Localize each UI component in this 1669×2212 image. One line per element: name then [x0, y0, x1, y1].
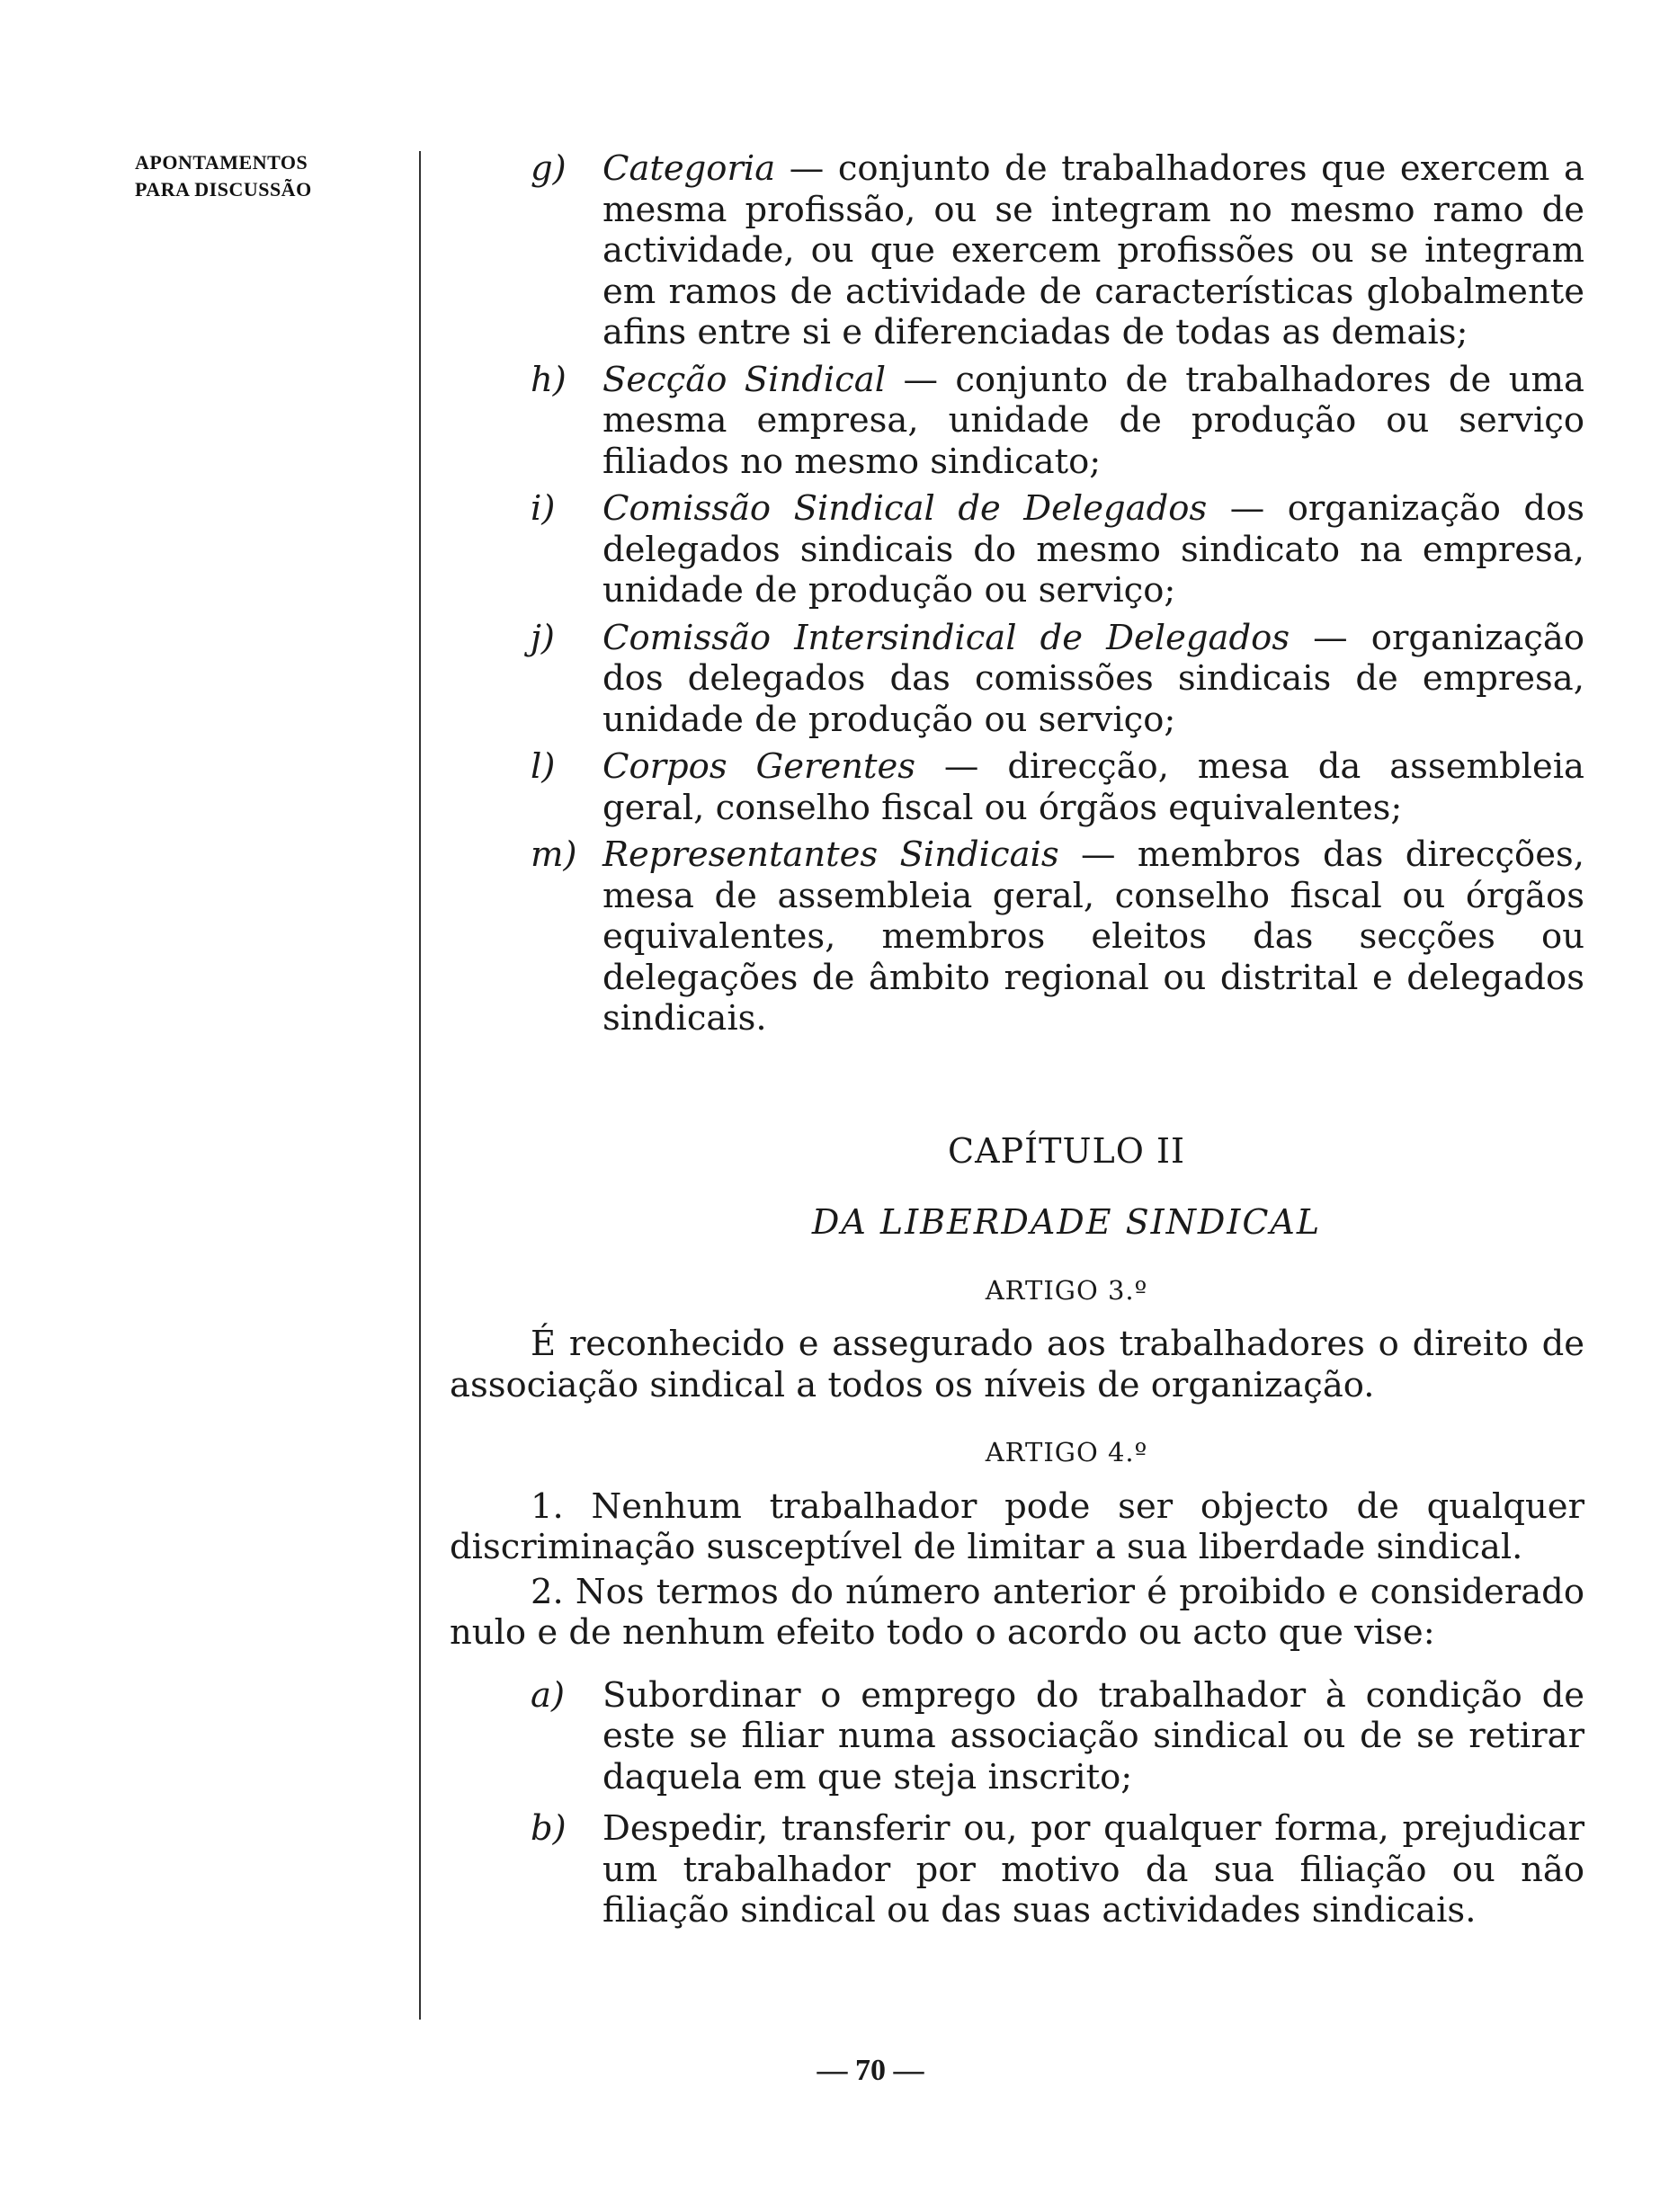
margin-note-line-1: APONTAMENTOS — [135, 151, 308, 174]
chapter-title: CAPÍTULO II — [948, 1130, 1185, 1171]
item-letter: i) — [531, 488, 556, 529]
definition-item-h — [450, 360, 1584, 483]
item-letter: j) — [531, 617, 555, 658]
margin-rule — [419, 151, 421, 2020]
item-letter: h) — [531, 359, 567, 400]
definition-term: Comissão Intersindical de Delegados — [602, 617, 1290, 658]
item-letter: a) — [531, 1674, 565, 1716]
definition-text: — organização dos delegados das comissões sindicais de empresa, unidade de produção ou serviço; — [602, 617, 1584, 740]
article-4-paragraph-2: 2. Nos termos do número anterior é proibido e considerado nulo e de nenhum efeito todo o acordo ou acto que vise: — [450, 1571, 1584, 1653]
article-3-heading: ARTIGO 3.º — [985, 1274, 1148, 1306]
item-letter: l) — [531, 746, 556, 787]
article-4-item-b — [450, 1808, 1584, 1931]
definition-term: Comissão Sindical de Delegados — [602, 488, 1208, 529]
definition-text: — direcção, mesa da assembleia geral, conselho fiscal ou órgãos equivalentes; — [602, 746, 1584, 828]
definition-item-l — [450, 746, 1584, 828]
definition-text: — conjunto de trabalhadores de uma mesma empresa, unidade de produção ou serviço filiados no mesmo sindicato; — [602, 359, 1584, 482]
definition-text: — conjunto de trabalhadores que exercem a mesma profissão, ou se integram no mesmo ramo de actividade, ou que exercem profissões ou se integram em ramos de actividade de características globalmente afins entre si e diferenciadas de todas as demais; — [602, 148, 1584, 352]
definition-item-i — [450, 488, 1584, 611]
item-letter: b) — [531, 1808, 567, 1849]
chapter-subtitle: DA LIBERDADE SINDICAL — [811, 1202, 1322, 1242]
definition-text: — organização dos delegados sindicais do mesmo sindicato na empresa, unidade de produção ou serviço; — [602, 488, 1584, 611]
page-number: — 70 — — [817, 2054, 924, 2087]
item-letter: g) — [531, 148, 567, 189]
item-text: Subordinar o emprego do trabalhador à condição de este se filiar numa associação sindical ou de se retirar daquela em que steja inscrito; — [602, 1674, 1584, 1797]
definition-term: Representantes Sindicais — [602, 834, 1059, 875]
definition-item-g — [450, 148, 1584, 353]
article-4-list — [450, 1675, 1584, 1931]
margin-note — [135, 149, 312, 203]
article-3-text: É reconhecido e assegurado aos trabalhadores o direito de associação sindical a todos os níveis de organização. — [450, 1324, 1584, 1405]
definitions-list — [450, 148, 1584, 1039]
item-text: Despedir, transferir ou, por qualquer forma, prejudicar um trabalhador por motivo da sua filiação ou não filiação sindical ou das suas actividades sindicais. — [602, 1808, 1584, 1931]
article-4-item-a — [450, 1675, 1584, 1798]
definition-item-j — [450, 618, 1584, 741]
definition-term: Categoria — [602, 148, 776, 189]
definition-item-m — [450, 834, 1584, 1039]
article-4-paragraph-1: 1. Nenhum trabalhador pode ser objecto de qualquer discriminação susceptível de limitar a sua liberdade sindical. — [450, 1485, 1584, 1567]
item-letter: m) — [531, 834, 577, 875]
page-content — [450, 148, 1584, 1942]
article-4-heading: ARTIGO 4.º — [985, 1437, 1148, 1467]
definition-term: Secção Sindical — [602, 359, 887, 400]
definition-term: Corpos Gerentes — [602, 746, 916, 787]
definition-text: — membros das direcções, mesa de assembleia geral, conselho fiscal ou órgãos equivalentes, membros eleitos das secções ou delegações de âmbito regional ou distrital e delegados sindicais. — [602, 834, 1584, 1039]
margin-note-line-2: PARA DISCUSSÃO — [135, 178, 312, 201]
